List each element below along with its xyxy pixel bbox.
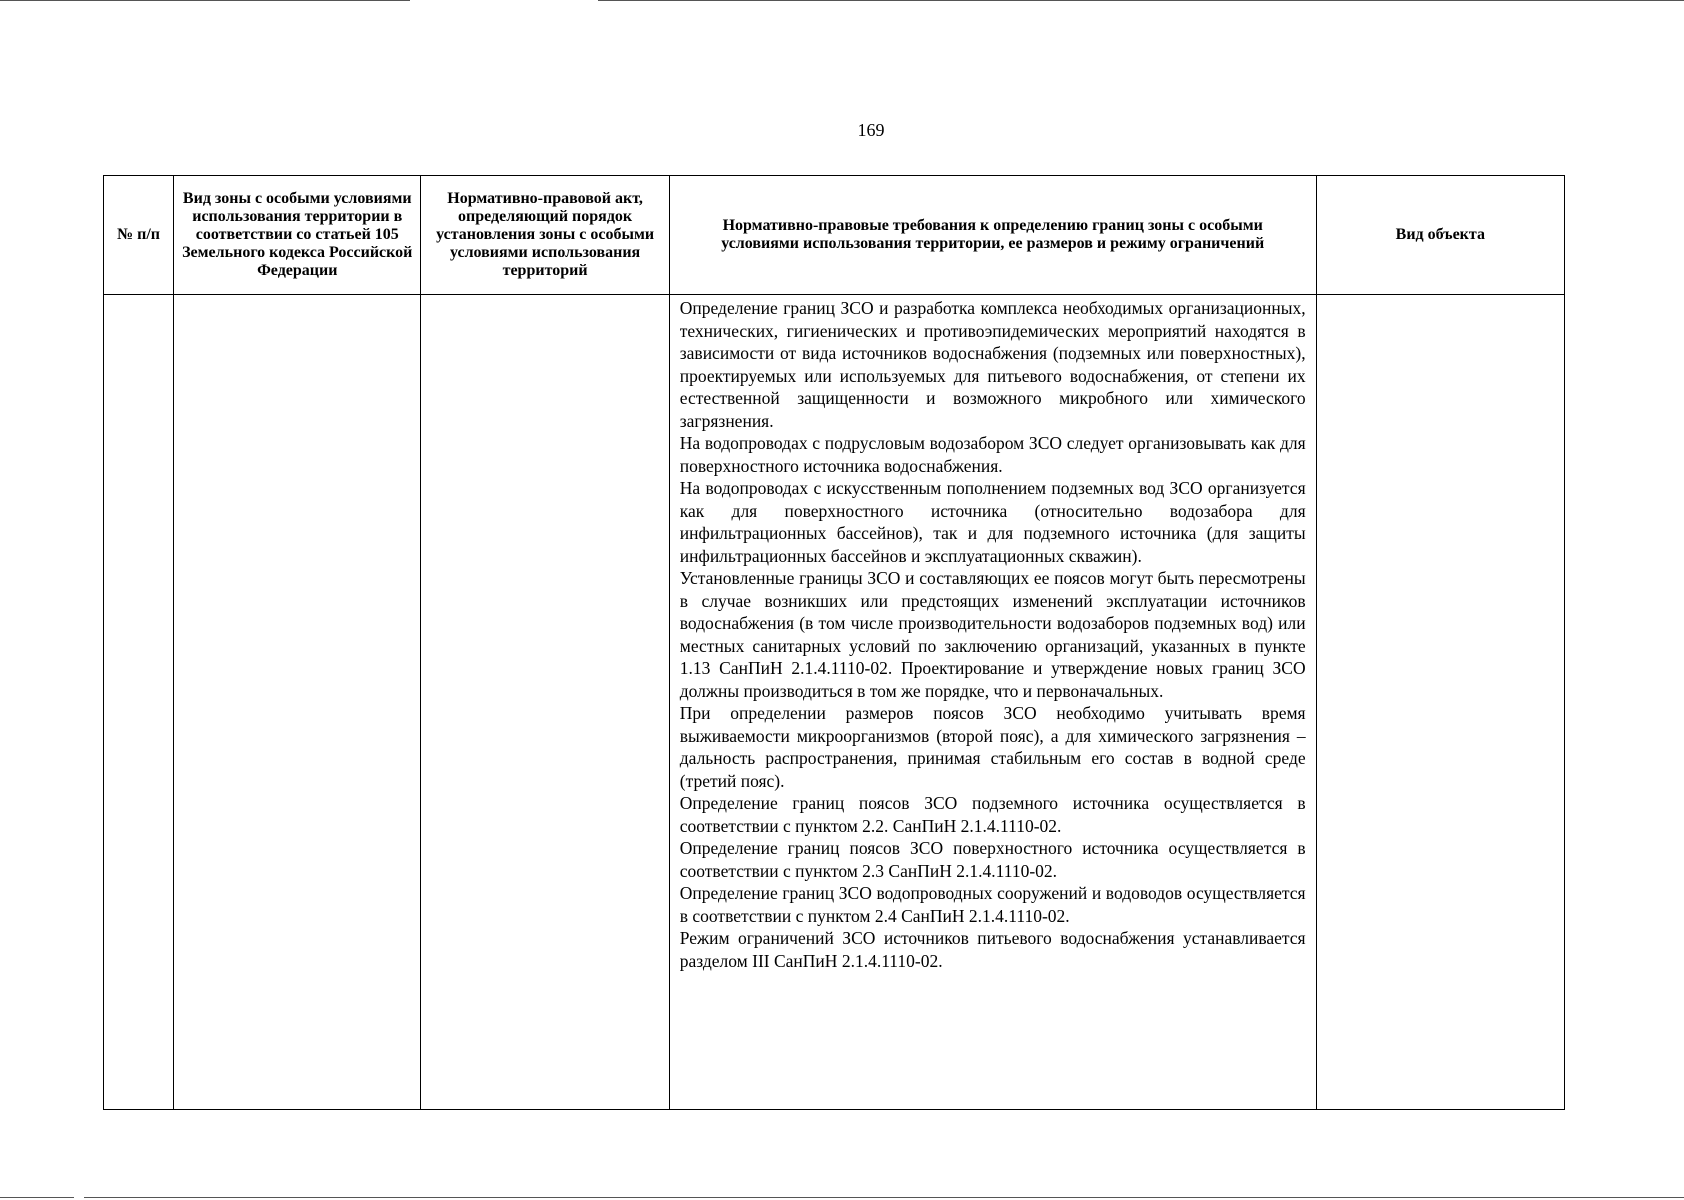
page-number: 169 [857, 120, 885, 140]
cell-requirements [669, 295, 1316, 1110]
scan-edge-bottom-left [0, 1197, 74, 1198]
table-header-row [104, 176, 1565, 295]
cell-zone-type [174, 295, 421, 1110]
table-row [104, 295, 1565, 1110]
requirements-paragraph: На водопроводах с подрусловым водозабором ЗСО следует организовывать как для поверхностного источника водоснабжения. [679, 433, 1306, 476]
requirements-paragraph: Режим ограничений ЗСО источников питьевого водоснабжения устанавливается разделом III СанПиН 2.1.4.1110-02. [679, 928, 1306, 971]
cell-legal-act [421, 295, 669, 1110]
requirements-paragraph: Определение границ ЗСО водопроводных сооружений и водоводов осуществляется в соответствии с пунктом 2.4 СанПиН 2.1.4.1110-02. [679, 883, 1306, 926]
requirements-paragraph: На водопроводах с искусственным пополнением подземных вод ЗСО организуется как для поверхностного источника (относительно водозабора для инфильтрационных бассейнов), так и для подземного источника (для защиты инфильтрационных бассейнов и эксплуатационных скважин). [679, 478, 1306, 566]
requirements-paragraph: Определение границ поясов ЗСО подземного источника осуществляется в соответствии с пунктом 2.2. СанПиН 2.1.4.1110-02. [679, 793, 1306, 836]
header-legal-act-label: Нормативно-правовой акт, определяющий порядок установления зоны с особыми условиями использования территорий [436, 190, 655, 279]
requirements-paragraph: При определении размеров поясов ЗСО необходимо учитывать время выживаемости микроорганизмов (второй пояс), а для химического загрязнения – дальность распространения, принимая стабильным его состав в водной среде (третий пояс). [679, 703, 1306, 791]
requirements-paragraph: Установленные границы ЗСО и составляющих ее поясов могут быть пересмотрены в случае возникших или предстоящих изменений эксплуатации источников водоснабжения (в том числе производительности водозаборов подземных вод) или местных санитарных условий по заключению организаций, указанных в пункте 1.13 СанПиН 2.1.4.1110-02. Проектирование и утверждение новых границ ЗСО должны производиться в том же порядке, что и первоначальных. [679, 568, 1306, 701]
requirements-paragraph: Определение границ поясов ЗСО поверхностного источника осуществляется в соответствии с пунктом 2.3 СанПиН 2.1.4.1110-02. [679, 838, 1306, 881]
header-legal-act [421, 176, 669, 295]
cell-num [104, 295, 174, 1110]
scan-edge-top-left [0, 0, 410, 1]
header-requirements-label: Нормативно-правовые требования к определению границ зоны с особыми условиями использования территории, ее размеров и режиму ограничений [721, 217, 1265, 252]
requirements-paragraph: Определение границ ЗСО и разработка комплекса необходимых организационных, технических, гигиенических и противоэпидемических мероприятий находятся в зависимости от вида источников водоснабжения (подземных или поверхностных), проектируемых или используемых для питьевого водоснабжения, от степени их естественной защищенности и возможного микробного или химического загрязнения. [679, 298, 1306, 431]
header-object-type [1316, 176, 1564, 295]
requirements-text [670, 295, 1316, 972]
cell-object-type [1316, 295, 1564, 1110]
scan-edge-bottom-right [84, 1197, 1684, 1198]
header-object-type-label: Вид объекта [1395, 226, 1485, 243]
header-zone-type-label: Вид зоны с особыми условиями использования территории в соответствии со статьей 105 Земельного кодекса Российской Федерации [182, 190, 413, 279]
header-zone-type [174, 176, 421, 295]
header-requirements [669, 176, 1316, 295]
header-num-label: № п/п [117, 226, 161, 243]
regulation-table [103, 175, 1565, 1110]
scan-edge-top-right [598, 0, 1684, 1]
header-num [104, 176, 174, 295]
